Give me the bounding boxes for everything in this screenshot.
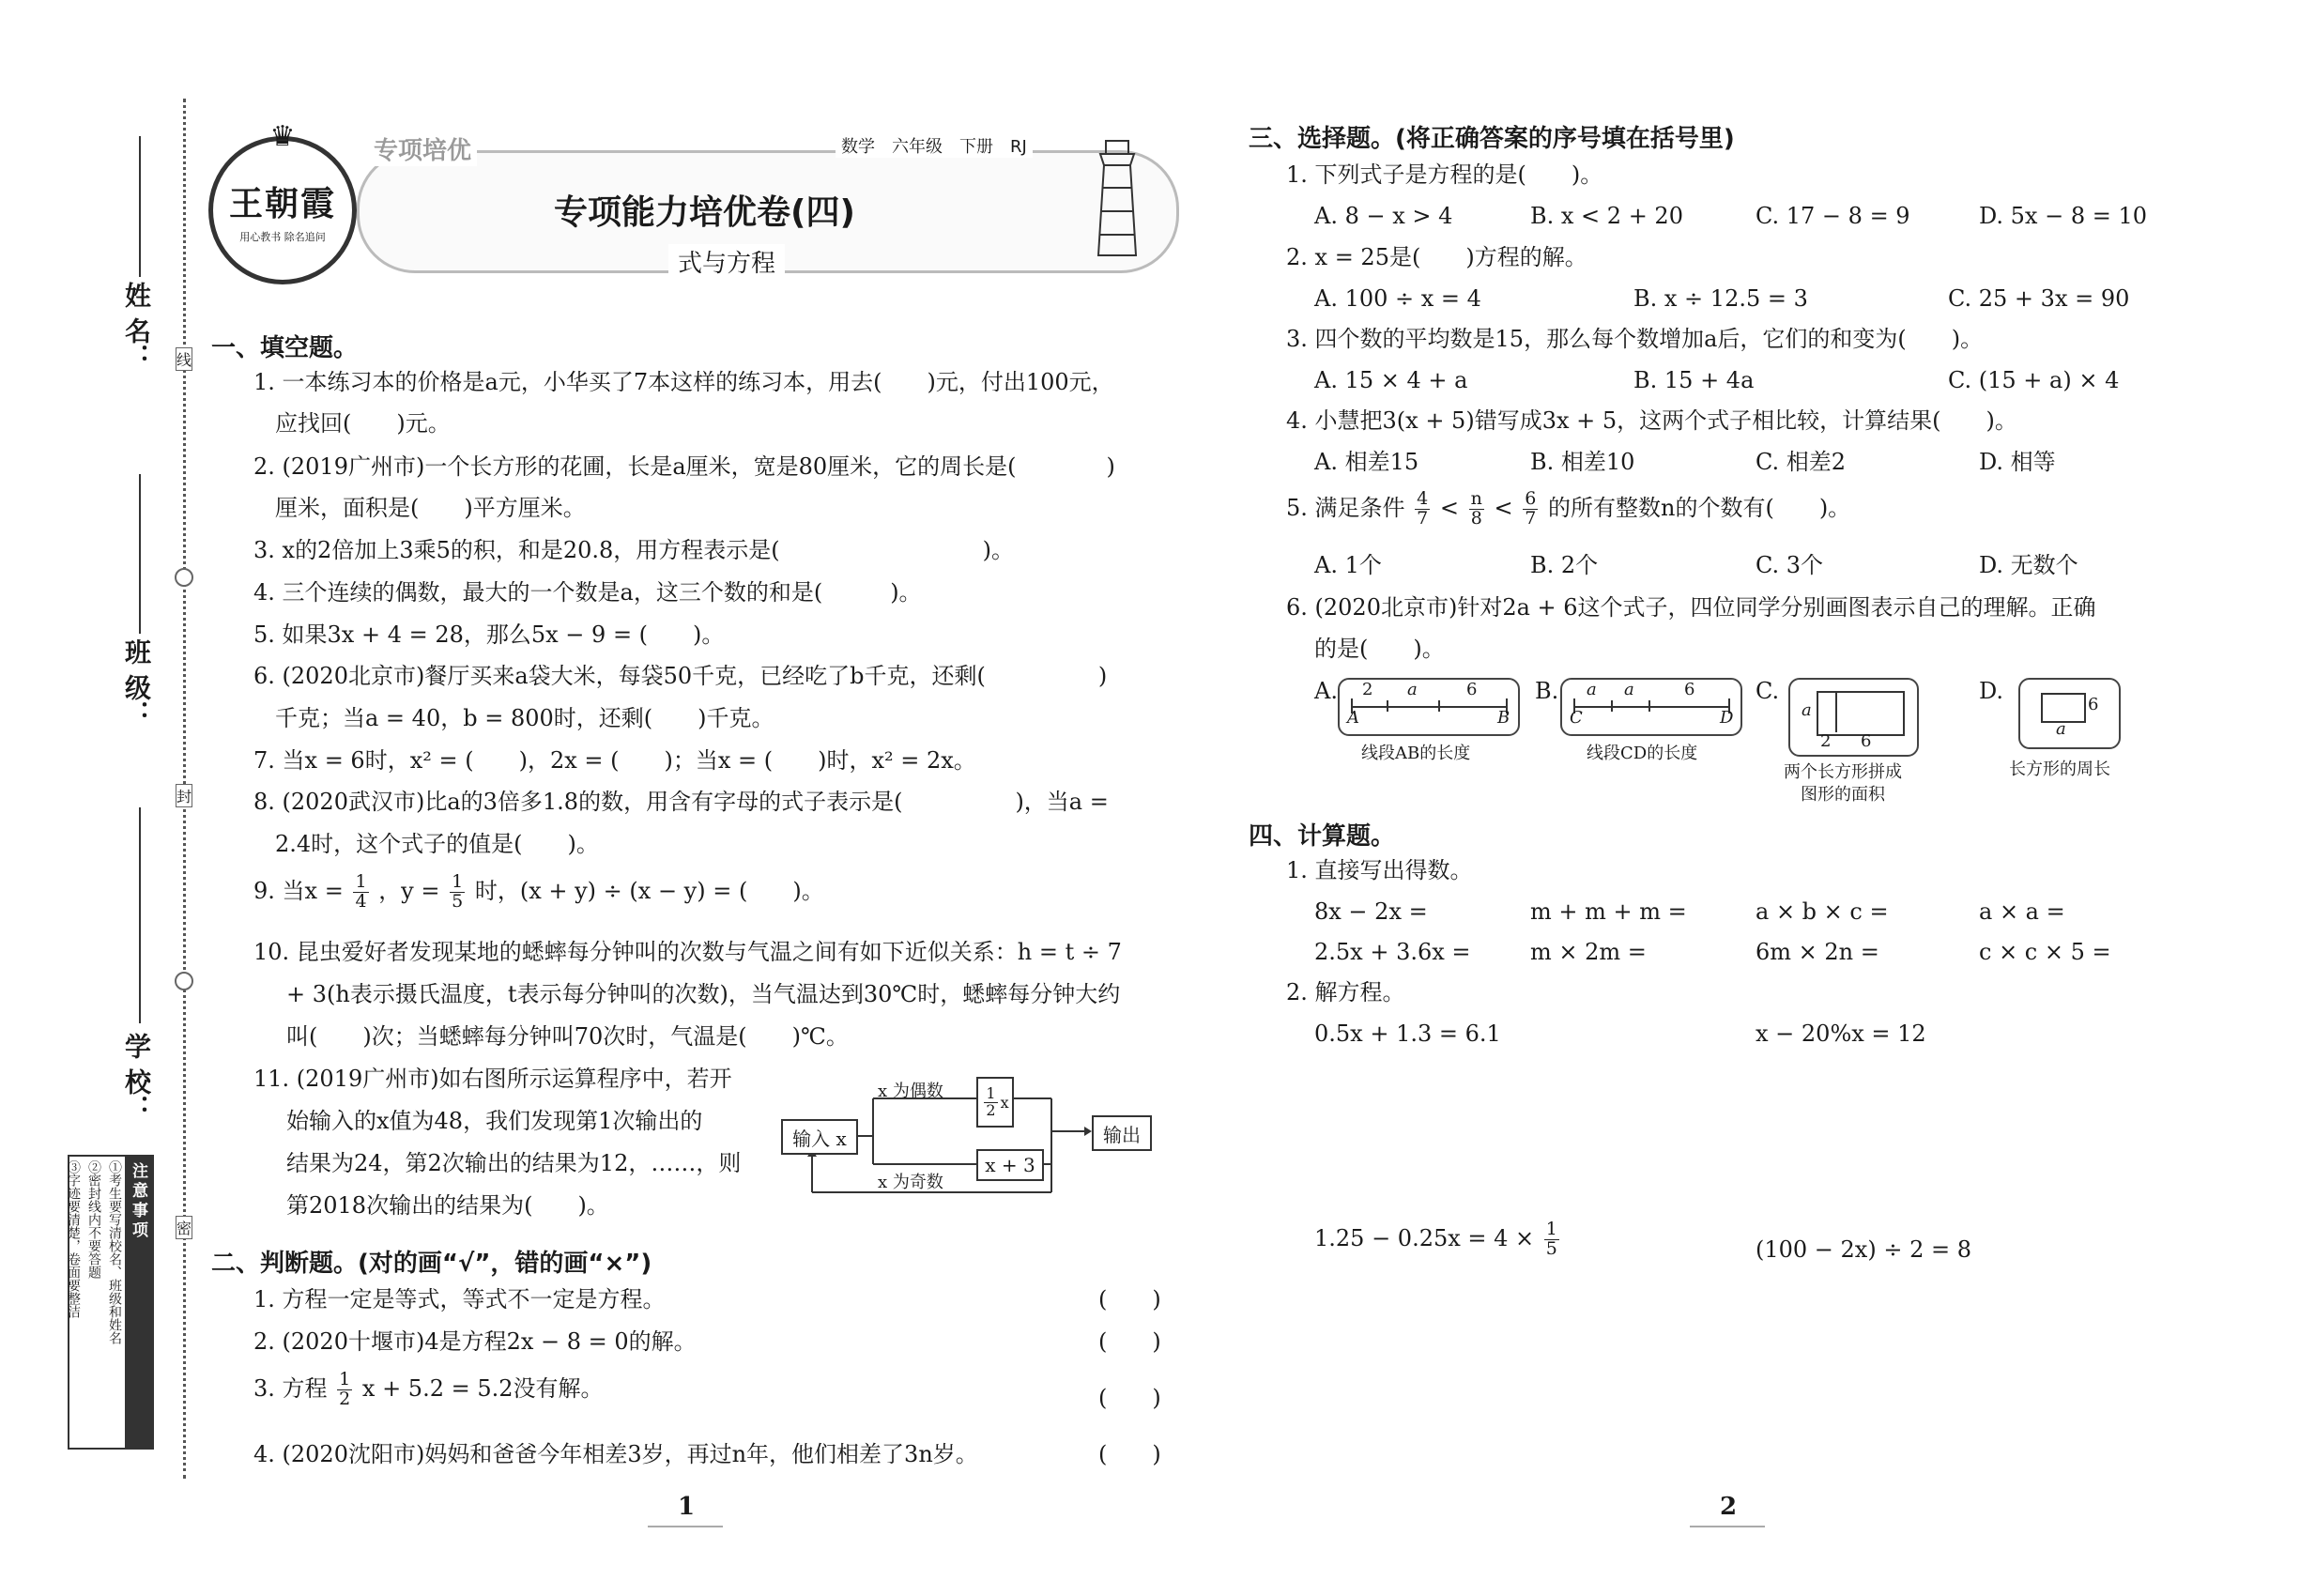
q4-1-title: 1. 直接写出得数。 — [1286, 857, 1473, 883]
header-meta: 数学 六年级 下册 RJ — [836, 133, 1033, 158]
q3-3-option-b[interactable]: B. 15 + 4a — [1633, 367, 1755, 393]
q1-1-line1: 1. 一本练习本的价格是a元，小华买了7本这样的练习本，用去( )元，付出100元， — [253, 369, 1114, 395]
notice-title: 注意事项 — [125, 1157, 152, 1448]
class-field[interactable] — [139, 474, 141, 634]
q1-11-line4: 第2018次输出的结果为( )。 — [286, 1192, 609, 1219]
q2-3-answer[interactable]: ( ) — [1098, 1385, 1161, 1411]
q1-8-line1: 8. (2020武汉市)比a的3倍多1.8的数，用含有字母的式子表示是( )，当a = — [253, 789, 1109, 815]
binding-hole-1 — [175, 568, 193, 587]
page-number-2: 2 — [1720, 1493, 1738, 1521]
name-label: 姓 名： — [121, 282, 152, 370]
q3-6-option-a-label[interactable]: A. — [1314, 678, 1338, 704]
q3-4-option-a[interactable]: A. 相差15 — [1314, 449, 1419, 475]
q4-2-eq3: 1.25 − 0.25x = 4 × $\frac{1}{5}$ — [1314, 1219, 1557, 1259]
q1-7: 7. 当x = 6时，x² = ( )，2x = ( )；当x = ( )时，x² = 2x。 — [253, 747, 976, 774]
school-field[interactable] — [139, 807, 141, 1023]
q3-6-option-c-card[interactable]: a 2 6 — [1788, 678, 1919, 757]
q3-6-option-b-label[interactable]: B. — [1535, 678, 1559, 704]
q1-8-line2: 2.4时，这个式子的值是( )。 — [275, 831, 599, 857]
section2-heading: 二、判断题。(对的画“√”，错的画“×”) — [211, 1250, 652, 1278]
q2-3-fraction: $\frac{1}{2}$ — [339, 1369, 351, 1409]
q2-3: 3. 方程 $\frac{1}{2}$ x + 5.2 = 5.2没有解。 — [253, 1369, 604, 1409]
flow-plus3-box: x + 3 — [976, 1149, 1044, 1181]
q3-6-option-b-card[interactable]: a a 6 C D — [1560, 678, 1742, 736]
q3-1-option-a[interactable]: A. 8 − x > 4 — [1314, 203, 1453, 229]
cut-mark-secret: 密 — [176, 1216, 192, 1239]
q3-6-option-c-label[interactable]: C. — [1756, 678, 1780, 704]
q1-11-line1: 11. (2019广州市)如右图所示运算程序中，若开 — [253, 1066, 732, 1092]
q4-1-r2c2: m × 2m = — [1530, 939, 1647, 965]
q4-2-title: 2. 解方程。 — [1286, 979, 1405, 1005]
q4-1-r1c4: a × a = — [1979, 898, 2065, 925]
q3-6-option-d-caption: 长方形的周长 — [2009, 760, 2110, 779]
q4-2-eq4: (100 − 2x) ÷ 2 = 8 — [1756, 1236, 1971, 1263]
q1-9: 9. 当x = $\frac{1}{4}$ ，y = $\frac{1}{5}$ 时，(x + y) ÷ (x − y) = ( )。 — [253, 871, 824, 912]
q1-11-line2: 始输入的x值为48，我们发现第1次输出的 — [286, 1108, 703, 1134]
q4-2-eq3-fraction: $\frac{1}{5}$ — [1545, 1219, 1557, 1259]
q2-4: 4. (2020沈阳市)妈妈和爸爸今年相差3岁，再过n年，他们相差了3n岁。 — [253, 1441, 978, 1467]
flow-half-box: $\frac{1}{2}$ x — [976, 1077, 1014, 1128]
q3-2-option-a[interactable]: A. 100 ÷ x = 4 — [1314, 285, 1481, 312]
q3-1-option-d[interactable]: D. 5x − 8 = 10 — [1979, 203, 2147, 229]
q1-5: 5. 如果3x + 4 = 28，那么5x − 9 = ( )。 — [253, 622, 725, 648]
logo-slogan: 用心教书 除名追问 — [239, 230, 326, 243]
q3-4: 4. 小慧把3(x + 5)错写成3x + 5，这两个式子相比较，计算结果( )。 — [1286, 407, 2017, 434]
flow-output-box: 输出 — [1092, 1115, 1152, 1151]
q3-1-option-b[interactable]: B. x < 2 + 20 — [1530, 203, 1683, 229]
q1-1-line2: 应找回( )元。 — [275, 410, 451, 437]
q3-3-option-c[interactable]: C. (15 + a) × 4 — [1948, 367, 2120, 393]
section4-heading: 四、计算题。 — [1249, 822, 1396, 851]
q3-4-option-c[interactable]: C. 相差2 — [1756, 449, 1847, 475]
q4-1-r1c1: 8x − 2x = — [1314, 898, 1428, 925]
q3-2-option-b[interactable]: B. x ÷ 12.5 = 3 — [1633, 285, 1808, 312]
q4-1-r1c2: m + m + m = — [1530, 898, 1687, 925]
q3-6-option-a-caption: 线段AB的长度 — [1361, 744, 1471, 763]
page-title: 专项能力培优卷(四) — [554, 193, 855, 232]
q1-3: 3. x的2倍加上3乘5的积，和是20.8，用方程表示是( )。 — [253, 537, 1015, 563]
notice-item-1: ①考生要写清校名、班级和姓名 — [107, 1160, 122, 1344]
cut-mark-seal: 封 — [176, 784, 192, 807]
q2-1-answer[interactable]: ( ) — [1098, 1286, 1161, 1312]
q4-1-r1c3: a × b × c = — [1756, 898, 1889, 925]
q3-2: 2. x = 25是( )方程的解。 — [1286, 244, 1587, 270]
page-2-ornament — [1690, 1526, 1765, 1527]
notice-item-2: ②密封线内不要答题 — [86, 1160, 101, 1279]
name-field[interactable] — [139, 136, 141, 277]
q3-1: 1. 下列式子是方程的是( )。 — [1286, 161, 1603, 188]
q1-6-line2: 千克；当a = 40，b = 800时，还剩( )千克。 — [275, 705, 774, 731]
logo-name: 王朝霞 — [228, 183, 336, 223]
q3-5-option-d[interactable]: D. 无数个 — [1979, 552, 2078, 578]
q3-5-fraction-2: $\frac{n}{8}$ — [1470, 488, 1482, 529]
q3-6-option-a-card[interactable]: 2 a 6 A B — [1338, 678, 1520, 736]
q3-6-option-c-caption-2: 图形的面积 — [1801, 785, 1885, 805]
logo-crown-icon: ♛ — [269, 120, 296, 153]
q1-10-line3: 叫( )次；当蟋蟀每分钟叫70次时，气温是( )℃。 — [286, 1023, 849, 1050]
q2-2-answer[interactable]: ( ) — [1098, 1328, 1161, 1355]
q4-1-r2c1: 2.5x + 3.6x = — [1314, 939, 1471, 965]
q3-5-option-a[interactable]: A. 1个 — [1314, 552, 1382, 578]
q9-fraction-x: $\frac{1}{4}$ — [355, 871, 367, 912]
page-subtitle: 式与方程 — [668, 244, 785, 279]
q3-6-line2: 的是( )。 — [1314, 636, 1445, 662]
q4-1-r2c4: c × c × 5 = — [1979, 939, 2111, 965]
flow-input-box: 输入 x — [781, 1119, 858, 1155]
q4-1-r2c3: 6m × 2n = — [1756, 939, 1879, 965]
q3-6-option-d-card[interactable]: 6 a — [2018, 678, 2121, 749]
class-label: 班 级： — [121, 638, 152, 727]
school-label: 学 校： — [121, 1033, 152, 1121]
lighthouse-icon — [1080, 131, 1155, 263]
q3-4-option-d[interactable]: D. 相等 — [1979, 449, 2056, 475]
q3-3-option-a[interactable]: A. 15 × 4 + a — [1314, 367, 1468, 393]
q3-6-line1: 6. (2020北京市)针对2a + 6这个式子，四位同学分别画图表示自己的理解。正确 — [1286, 594, 2096, 621]
q1-4: 4. 三个连续的偶数，最大的一个数是a，这三个数的和是( )。 — [253, 579, 922, 606]
q3-6-option-c-caption-1: 两个长方形拼成 — [1784, 762, 1902, 782]
q3-5-option-b[interactable]: B. 2个 — [1530, 552, 1599, 578]
notice-item-3: ③字迹要清楚，卷面要整洁 — [66, 1160, 81, 1318]
page-1-ornament — [648, 1526, 723, 1527]
q9-fraction-y: $\frac{1}{5}$ — [452, 871, 464, 912]
q3-6-option-d-label[interactable]: D. — [1979, 678, 2004, 704]
flow-odd-label: x 为奇数 — [878, 1173, 943, 1192]
banner-tag: 专项培优 — [368, 131, 477, 166]
q3-5-option-c[interactable]: C. 3个 — [1756, 552, 1824, 578]
q1-6-line1: 6. (2020北京市)餐厅买来a袋大米，每袋50千克，已经吃了b千克，还剩( ) — [253, 663, 1108, 689]
q4-2-eq1: 0.5x + 1.3 = 6.1 — [1314, 1021, 1501, 1047]
q3-3: 3. 四个数的平均数是15，那么每个数增加a后，它们的和变为( )。 — [1286, 326, 1984, 352]
section3-heading: 三、选择题。(将正确答案的序号填在括号里) — [1249, 125, 1735, 153]
logo-badge — [208, 120, 357, 284]
q3-5-fraction-1: $\frac{4}{7}$ — [1417, 488, 1429, 529]
q3-1-option-c[interactable]: C. 17 − 8 = 9 — [1756, 203, 1910, 229]
q3-2-option-c[interactable]: C. 25 + 3x = 90 — [1948, 285, 2130, 312]
q1-10-line2: + 3(h表示摄氏温度，t表示每分钟叫的次数)，当气温达到30℃时，蟋蟀每分钟大约 — [286, 981, 1121, 1007]
q3-6-option-b-caption: 线段CD的长度 — [1587, 744, 1698, 763]
q4-2-eq2: x − 20%x = 12 — [1756, 1021, 1926, 1047]
q1-2-line1: 2. (2019广州市)一个长方形的花圃，长是a厘米，宽是80厘米，它的周长是( ) — [253, 453, 1115, 480]
binding-hole-2 — [175, 972, 193, 990]
flow-even-label: x 为偶数 — [878, 1082, 943, 1101]
q3-5: 5. 满足条件 $\frac{4}{7}$ < $\frac{n}{8}$ < $\frac{6}{7}$ 的所有整数n的个数有( )。 — [1286, 488, 1851, 529]
q1-2-line2: 厘米，面积是( )平方厘米。 — [275, 495, 586, 521]
section1-heading: 一、填空题。 — [211, 334, 359, 362]
notice-box — [68, 1155, 154, 1450]
q2-4-answer[interactable]: ( ) — [1098, 1441, 1161, 1467]
page-number-1: 1 — [678, 1493, 696, 1521]
q1-11-line3: 结果为24，第2次输出的结果为12，……，则 — [286, 1150, 742, 1176]
q1-10-line1: 10. 昆虫爱好者发现某地的蟋蟀每分钟叫的次数与气温之间有如下近似关系：h = t ÷ 7 — [253, 939, 1122, 965]
q2-2: 2. (2020十堰市)4是方程2x − 8 = 0的解。 — [253, 1328, 697, 1355]
q3-4-option-b[interactable]: B. 相差10 — [1530, 449, 1635, 475]
q3-5-fraction-3: $\frac{6}{7}$ — [1525, 488, 1537, 529]
cut-mark-line: 线 — [176, 347, 192, 371]
q2-1: 1. 方程一定是等式，等式不一定是方程。 — [253, 1286, 666, 1312]
